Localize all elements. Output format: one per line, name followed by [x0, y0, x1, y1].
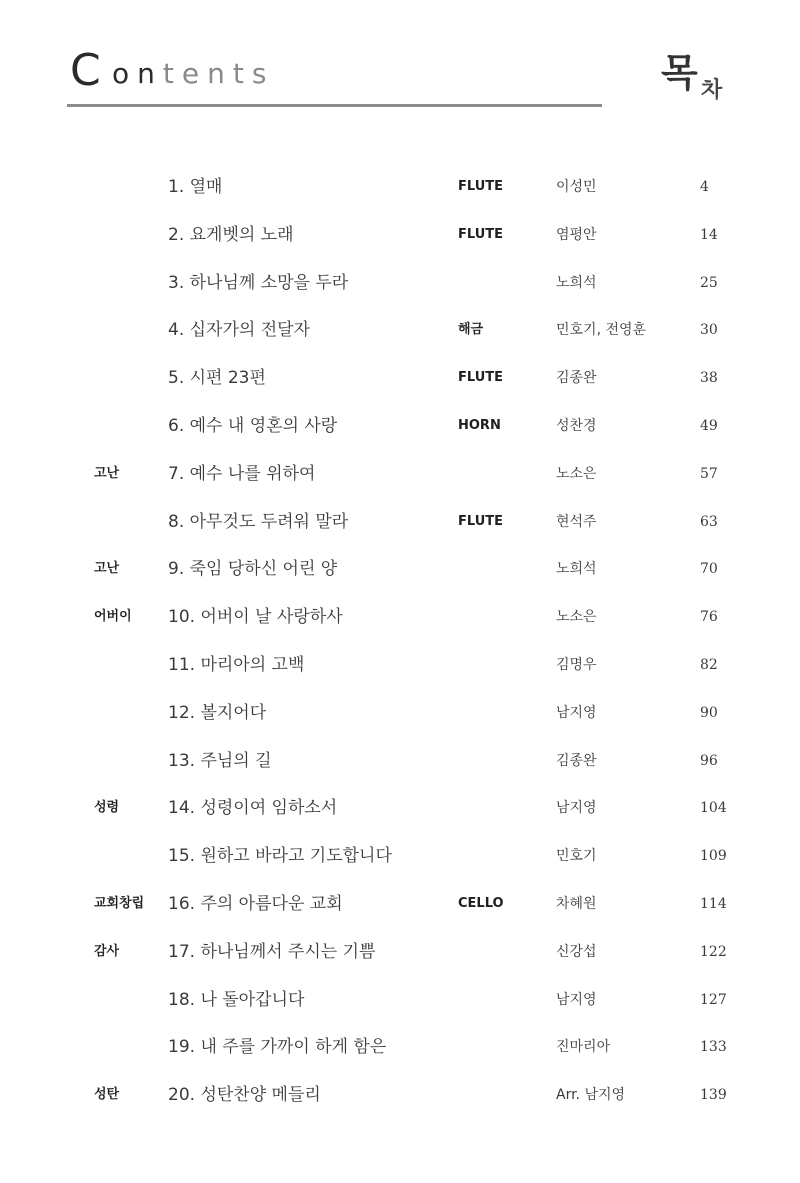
- category-label: 교회창립: [94, 896, 145, 911]
- toc-entry[interactable]: [0, 593, 800, 641]
- composer-name: 노소은: [556, 609, 597, 626]
- page-number: 90: [700, 704, 718, 721]
- song-title: 4. 십자가의 전달자: [168, 320, 310, 341]
- composer-name: 남지영: [556, 991, 597, 1008]
- toc-entry[interactable]: [0, 689, 800, 737]
- song-title: 13. 주님의 길: [168, 750, 272, 771]
- page-number: 104: [700, 800, 727, 817]
- song-title: 15. 원하고 바라고 기도합니다: [168, 846, 392, 867]
- song-title: 6. 예수 내 영혼의 사랑: [168, 416, 338, 436]
- category-label: 어버이: [94, 609, 132, 625]
- instrument-label: FLUTE: [458, 226, 504, 242]
- category-label: 감사: [94, 943, 120, 959]
- page-number: 30: [700, 322, 718, 339]
- toc-entry[interactable]: [0, 928, 800, 976]
- instrument-label: FLUTE: [458, 370, 504, 386]
- toc-entry[interactable]: [0, 402, 800, 450]
- page-number: 57: [700, 465, 718, 482]
- composer-name: Arr. 남지영: [556, 1087, 626, 1104]
- category-label: 성령: [94, 800, 120, 816]
- page-number: 14: [700, 226, 718, 243]
- composer-name: 염평안: [556, 226, 597, 243]
- category-label: 고난: [94, 465, 120, 481]
- song-title: 10. 어버이 날 사랑하사: [168, 607, 343, 628]
- page-number: 109: [700, 848, 727, 865]
- korean-title-main: 목: [661, 51, 698, 95]
- toc-entry[interactable]: [0, 1071, 800, 1119]
- toc-entry[interactable]: [0, 450, 800, 498]
- title-light-letters: tents: [162, 57, 275, 90]
- korean-title-sub: 차: [701, 78, 723, 103]
- contents-title: [112, 58, 274, 90]
- toc-entry[interactable]: [0, 354, 800, 402]
- toc-entry[interactable]: [0, 1023, 800, 1071]
- page-number: 25: [700, 274, 718, 291]
- song-title: 9. 죽임 당하신 어린 양: [168, 559, 338, 580]
- page-number: 63: [700, 513, 718, 530]
- toc-entry[interactable]: [0, 976, 800, 1024]
- song-title: 18. 나 돌아갑니다: [168, 989, 305, 1010]
- song-title: 19. 내 주를 가까이 하게 함은: [168, 1037, 387, 1058]
- category-label: 고난: [94, 561, 120, 577]
- song-title: 8. 아무것도 두려워 말라: [168, 511, 349, 532]
- toc-entry[interactable]: [0, 784, 800, 832]
- toc-entry[interactable]: [0, 498, 800, 546]
- page-number: 82: [700, 657, 718, 673]
- category-label: 성탄: [94, 1087, 120, 1103]
- page-number: 70: [700, 561, 718, 578]
- page-number: 4: [700, 179, 709, 195]
- toc-entry[interactable]: [0, 163, 800, 211]
- song-title: 14. 성령이여 임하소서: [168, 798, 338, 819]
- instrument-label: FLUTE: [458, 513, 504, 529]
- toc-entry[interactable]: [0, 545, 800, 593]
- composer-name: 현석주: [556, 513, 597, 530]
- page-number: 139: [700, 1087, 727, 1104]
- song-title: 11. 마리아의 고백: [168, 655, 305, 675]
- toc-entry[interactable]: [0, 306, 800, 354]
- composer-name: 남지영: [556, 800, 597, 817]
- song-title: 12. 볼지어다: [168, 702, 267, 723]
- page-number: 127: [700, 991, 727, 1008]
- song-title: 5. 시편 23편: [168, 368, 266, 389]
- toc-entry[interactable]: [0, 880, 800, 928]
- composer-name: 김종완: [556, 752, 597, 769]
- composer-name: 이성민: [556, 179, 597, 195]
- song-title: 2. 요게벳의 노래: [168, 224, 294, 245]
- instrument-label: CELLO: [458, 896, 504, 911]
- title-dark-letters: on: [112, 57, 163, 90]
- composer-name: 남지영: [556, 704, 597, 721]
- page-number: 133: [700, 1039, 727, 1056]
- composer-name: 민호기: [556, 848, 597, 865]
- song-title: 7. 예수 나를 위하여: [168, 463, 316, 484]
- toc-entry[interactable]: [0, 737, 800, 785]
- toc-entry[interactable]: [0, 832, 800, 880]
- composer-name: 민호기, 전영훈: [556, 322, 647, 339]
- page-number: 122: [700, 943, 727, 960]
- composer-name: 노희석: [556, 561, 597, 578]
- composer-name: 노소은: [556, 465, 597, 482]
- page-number: 38: [700, 370, 718, 387]
- song-title: 1. 열매: [168, 177, 223, 197]
- page-number: 76: [700, 609, 718, 626]
- page-number: 96: [700, 752, 718, 769]
- composer-name: 차혜원: [556, 896, 597, 912]
- composer-name: 신강섭: [556, 943, 597, 960]
- composer-name: 진마리아: [556, 1039, 611, 1056]
- song-title: 16. 주의 아름다운 교회: [168, 894, 343, 914]
- toc-entry[interactable]: [0, 259, 800, 307]
- song-title: 3. 하나님께 소망을 두라: [168, 272, 349, 293]
- instrument-label: FLUTE: [458, 179, 504, 194]
- title-initial: C: [70, 45, 101, 96]
- toc-entry[interactable]: [0, 641, 800, 689]
- composer-name: 김명우: [556, 657, 597, 673]
- composer-name: 성찬경: [556, 418, 597, 434]
- composer-name: 김종완: [556, 370, 597, 387]
- page-header: [0, 0, 800, 140]
- page-number: 49: [700, 418, 718, 434]
- composer-name: 노희석: [556, 274, 597, 291]
- toc-entry[interactable]: [0, 211, 800, 259]
- header-divider: [67, 104, 602, 107]
- song-title: 20. 성탄찬양 메들리: [168, 1085, 321, 1106]
- page-number: 114: [700, 896, 727, 912]
- instrument-label: 해금: [458, 322, 484, 338]
- instrument-label: HORN: [458, 418, 501, 433]
- song-title: 17. 하나님께서 주시는 기쁨: [168, 941, 376, 962]
